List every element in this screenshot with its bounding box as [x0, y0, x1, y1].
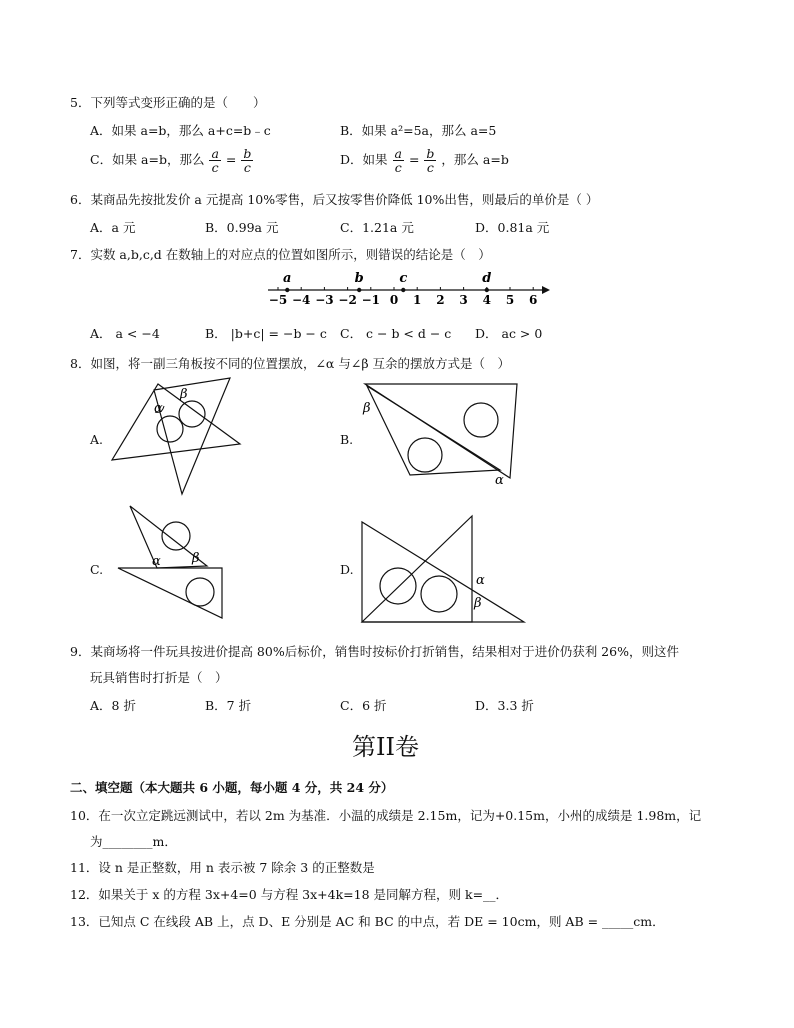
alpha-label-a: α — [154, 401, 163, 416]
q8-figure-b — [355, 380, 530, 488]
set-square-c2 — [118, 568, 222, 618]
number-line-tick-label: −3 — [315, 293, 334, 307]
q5-stem: 5．下列等式变形正确的是（ ） — [70, 95, 266, 110]
q5-c-fraction-2 — [241, 147, 253, 174]
beta-label-a: β — [180, 387, 188, 402]
q13: 13．已知点 C 在线段 AB 上，点 D、E 分别是 AC 和 BC 的中点，若 DE = 10cm，则 AB = _____cm． — [70, 914, 665, 929]
q8-figure-d — [360, 514, 530, 626]
beta-label-c: β — [192, 551, 200, 566]
number-line-tick-label: 5 — [505, 293, 515, 307]
q5-c-prefix: C．如果 a=b，那么 — [90, 152, 205, 167]
beta-label-d: β — [474, 596, 482, 611]
q6-option-a: A．a 元 — [90, 220, 136, 235]
q9-option-c: C．6 折 — [340, 698, 387, 713]
set-square-a1 — [112, 384, 240, 460]
hole-c2 — [186, 578, 214, 606]
q9-option-b: B．7 折 — [205, 698, 252, 713]
hole-a2 — [179, 401, 205, 427]
alpha-label-c: α — [152, 554, 161, 569]
q7-option-b: B． |b+c| = −b − c — [205, 326, 327, 341]
q9-option-d: D．3.3 折 — [475, 698, 534, 713]
number-line-point-a — [285, 288, 289, 292]
set-square-a2 — [154, 378, 230, 494]
number-line-arrow — [542, 286, 550, 294]
q5-d-equals: = — [408, 152, 420, 167]
number-line-tick-label: 6 — [529, 293, 538, 307]
q5-d-fraction-2 — [424, 147, 436, 174]
number-line-tick-label: 2 — [436, 293, 445, 307]
q5-d-frac2-den: c — [426, 160, 434, 175]
q5-option-d — [340, 147, 509, 174]
q5-d-frac2-num: b — [426, 146, 435, 161]
q8-option-d-label: D. — [340, 562, 354, 577]
section-fill-in-heading: 二、填空题（本大题共 6 小题，每小题 4 分，共 24 分） — [70, 780, 394, 795]
number-line-tick-label: 0 — [389, 293, 399, 307]
alpha-label-d: α — [476, 573, 485, 588]
number-line-point-b — [357, 288, 361, 292]
q12: 12．如果关于 x 的方程 3x+4=0 与方程 3x+4k=18 是同解方程，则 k=__． — [70, 887, 509, 902]
q6-stem: 6．某商品先按批发价 a 元提高 10%零售，后又按零售价降低 10%出售，则最后的单价是（ ） — [70, 192, 599, 207]
q8-figure-c — [112, 504, 232, 622]
q5-c-frac2-den: c — [243, 160, 251, 175]
part-two-title: 第II卷 — [352, 733, 419, 761]
hole-c1 — [162, 522, 190, 550]
q5-c-fraction-1 — [209, 147, 220, 174]
number-line-tick-label: 4 — [482, 293, 491, 307]
q5-option-c — [90, 147, 254, 174]
q5-option-b: B．如果 a²=5a，那么 a=5 — [340, 123, 497, 138]
set-square-b2 — [367, 386, 500, 475]
number-line-point-d — [485, 288, 489, 292]
number-line-tick-label: −4 — [291, 293, 311, 307]
number-line-tick-label: −2 — [338, 293, 357, 307]
q5-c-frac1-den: c — [211, 160, 219, 175]
hole-b2 — [408, 438, 442, 472]
q9-stem: 9．某商场将一件玩具按进价提高 80%后标价，销售时按标价打折销售，结果相对于进价仍获利 26%，则这件 — [70, 644, 679, 659]
beta-label-b: β — [363, 401, 371, 416]
q11: 11．设 n 是正整数，用 n 表示被 7 除余 3 的正整数是 — [70, 860, 375, 875]
q7-stem: 7．实数 a,b,c,d 在数轴上的对应点的位置如图所示，则错误的结论是（ ） — [70, 247, 491, 262]
q5-d-prefix: D．如果 — [340, 152, 388, 167]
hole-b1 — [464, 403, 498, 437]
q7-option-a: A． a < −4 — [90, 326, 160, 341]
number-line-point-label-a: a — [283, 271, 292, 286]
q9-stem-continued: 玩具销售时打折是（ ） — [90, 670, 228, 685]
q8-option-a-label: A. — [90, 432, 104, 447]
number-line-tick-label: 1 — [413, 293, 422, 307]
q6-option-c: C．1.21a 元 — [340, 220, 414, 235]
q8-option-c-label: C. — [90, 562, 104, 577]
alpha-label-b: α — [495, 473, 504, 488]
q9-option-a: A．8 折 — [90, 698, 136, 713]
number-line-point-label-d: d — [482, 271, 492, 286]
q8-option-b-label: B. — [340, 432, 354, 447]
q5-option-a: A．如果 a=b，那么 a+c=b﹣c — [90, 123, 271, 138]
q10-line2: 为________m． — [90, 834, 177, 849]
number-line-tick-label: −5 — [268, 293, 288, 307]
number-line-tick-label: 3 — [459, 293, 468, 307]
q5-d-frac1-num: a — [394, 146, 402, 161]
q5-d-frac1-den: c — [394, 160, 402, 175]
q8-figure-a — [110, 376, 250, 498]
hole-d1 — [380, 568, 416, 604]
q8-stem: 8．如图，将一副三角板按不同的位置摆放，∠α 与∠β 互余的摆放方式是（ ） — [70, 356, 511, 371]
number-line-point-c — [401, 288, 405, 292]
number-line-point-label-b: b — [354, 271, 364, 286]
hole-d2 — [421, 576, 457, 612]
hole-a1 — [157, 416, 183, 442]
q5-d-suffix: ，那么 a=b — [441, 152, 509, 167]
number-line-tick-label: −1 — [361, 293, 381, 307]
q6-option-b: B．0.99a 元 — [205, 220, 279, 235]
q5-c-equals: = — [225, 152, 237, 167]
q5-c-frac1-num: a — [211, 146, 219, 161]
number-line-point-label-c: c — [399, 271, 408, 286]
q7-number-line — [262, 266, 552, 308]
q10-line1: 10．在一次立定跳远测试中，若以 2m 为基准．小温的成绩是 2.15m，记为+0.15m，小州的成绩是 1.98m，记 — [70, 808, 702, 823]
number-line-points — [283, 271, 491, 292]
q7-option-c: C． c − b < d − c — [340, 326, 452, 341]
q7-option-d: D． ac > 0 — [475, 326, 543, 341]
q5-c-frac2-num: b — [243, 146, 252, 161]
q6-option-d: D．0.81a 元 — [475, 220, 550, 235]
q5-d-fraction-1 — [393, 147, 404, 174]
